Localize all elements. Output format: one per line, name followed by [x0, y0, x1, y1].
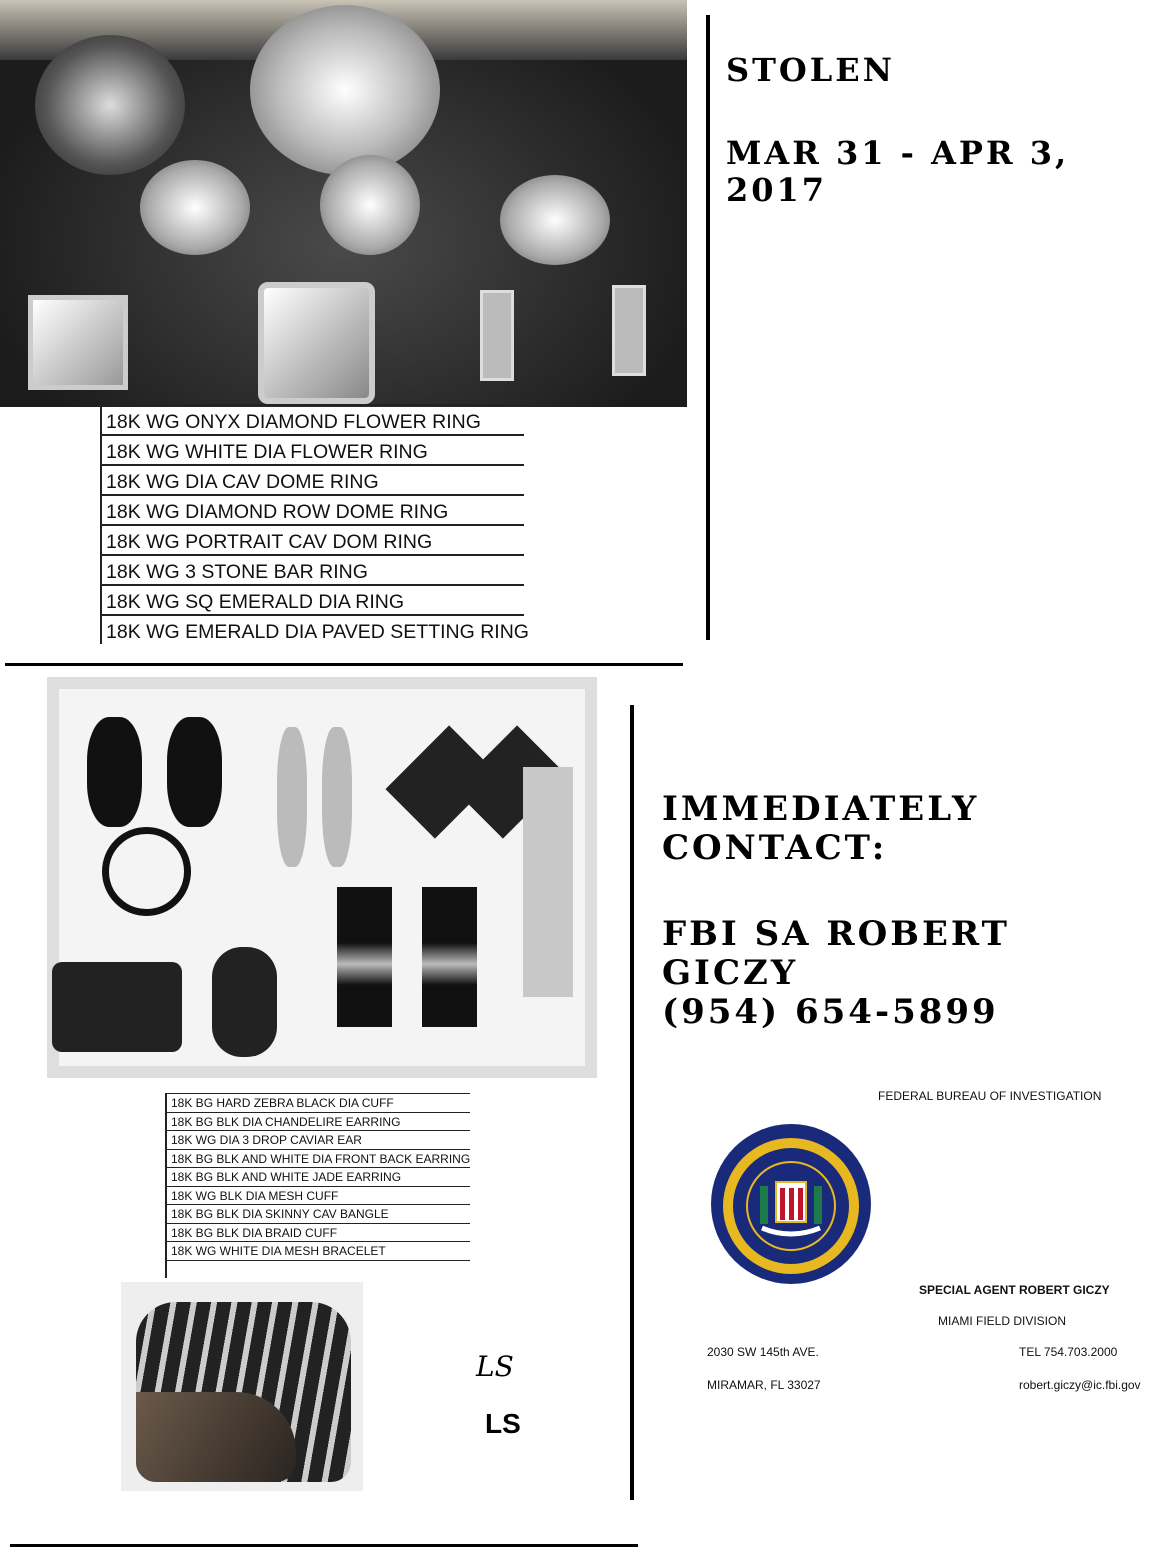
stolen-dates: MAR 31 - APR 3, 2017 [726, 134, 1070, 209]
list-item: 18K BG BLK DIA BRAID CUFF [167, 1224, 470, 1243]
contact-line-1: IMMEDIATELY [662, 789, 980, 829]
list-item: 18K WG DIA 3 DROP CAVIAR EAR [167, 1131, 470, 1150]
divider-horizontal-middle [5, 663, 683, 666]
jewelry-list [165, 1093, 470, 1278]
fbi-address: 2030 SW 145th AVE. [707, 1345, 819, 1359]
zebra-cuff-photo [121, 1282, 363, 1491]
list-item: 18K WG EMERALD DIA PAVED SETTING RING [106, 621, 529, 643]
list-item: 18K WG WHITE DIA MESH BRACELET [167, 1242, 470, 1261]
list-item: 18K WG DIA CAV DOME RING [102, 466, 524, 496]
list-item: 18K BG BLK AND WHITE JADE EARRING [167, 1168, 470, 1187]
list-item-empty [167, 1261, 470, 1279]
contact-agent-line-2: GICZY [662, 953, 799, 994]
contact-agent-line-1: FBI SA ROBERT [662, 914, 1010, 954]
list-item: 18K BG BLK DIA CHANDELIRE EARRING [167, 1113, 470, 1132]
list-item: 18K WG BLK DIA MESH CUFF [167, 1187, 470, 1206]
fbi-agency-title: FEDERAL BUREAU OF INVESTIGATION [878, 1089, 1102, 1103]
fbi-agent-name: SPECIAL AGENT ROBERT GICZY [919, 1283, 1110, 1297]
list-item: 18K WG 3 STONE BAR RING [102, 556, 524, 586]
stolen-heading: STOLEN [726, 51, 895, 89]
jewelry-photo [47, 677, 597, 1078]
list-item: 18K BG HARD ZEBRA BLACK DIA CUFF [167, 1094, 470, 1113]
divider-vertical-bottom [630, 705, 634, 1500]
fbi-city: MIRAMAR, FL 33027 [707, 1378, 821, 1392]
fbi-tel[interactable]: TEL 754.703.2000 [1019, 1345, 1118, 1359]
list-item: 18K WG WHITE DIA FLOWER RING [102, 436, 524, 466]
initials-bold: LS [485, 1408, 521, 1439]
contact-agent [662, 915, 1010, 1032]
divider-vertical-top [706, 15, 710, 640]
list-item: 18K WG SQ EMERALD DIA RING [102, 586, 524, 616]
fbi-email[interactable]: robert.giczy@ic.fbi.gov [1019, 1378, 1141, 1392]
fbi-division: MIAMI FIELD DIVISION [938, 1314, 1067, 1328]
divider-horizontal-bottom [10, 1544, 638, 1547]
list-item: 18K WG ONYX DIAMOND FLOWER RING [102, 406, 524, 436]
contact-heading [662, 790, 979, 868]
list-item: 18K WG DIAMOND ROW DOME RING [102, 496, 524, 526]
fbi-seal-icon [710, 1122, 872, 1290]
rings-list [100, 404, 529, 644]
fbi-seal [710, 1122, 872, 1290]
list-item: 18K WG PORTRAIT CAV DOM RING [102, 526, 524, 556]
initials-script: LS [476, 1350, 514, 1383]
rings-photo [0, 0, 687, 407]
list-item: 18K BG BLK DIA SKINNY CAV BANGLE [167, 1205, 470, 1224]
contact-phone[interactable]: (954) 654-5899 [662, 992, 999, 1033]
list-item: 18K BG BLK AND WHITE DIA FRONT BACK EARRING [167, 1150, 470, 1169]
contact-line-2: CONTACT: [662, 828, 888, 869]
